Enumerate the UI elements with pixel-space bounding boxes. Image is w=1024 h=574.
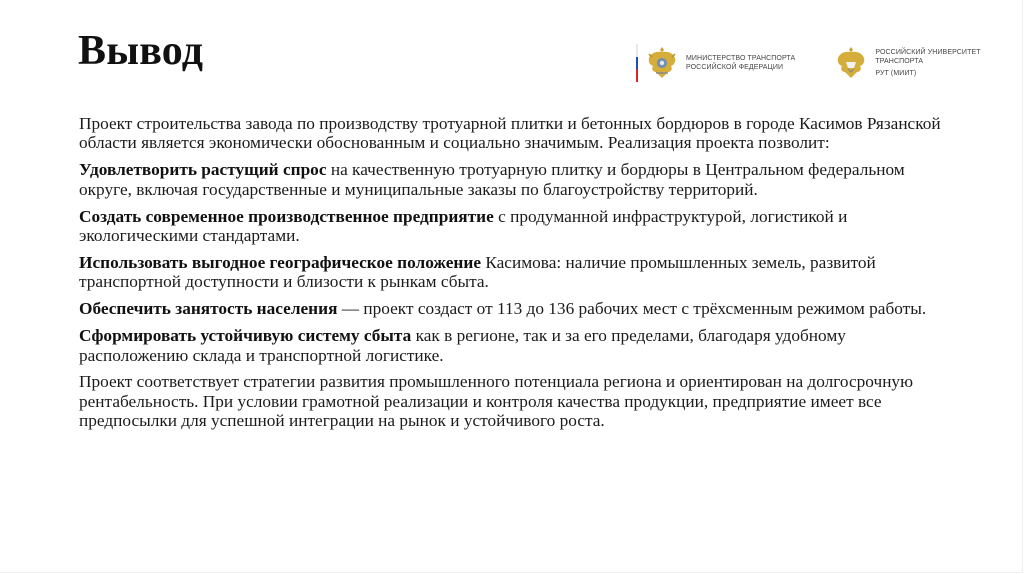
point-heading: Обеспечить занятость населения bbox=[79, 299, 338, 319]
point-text: — проект создаст от 113 до 136 рабочих мест с трёхсменным режимом работы. bbox=[337, 299, 927, 319]
rut-logo-line3: РУТ (МИИТ) bbox=[875, 70, 917, 77]
double-headed-eagle-emblem-icon bbox=[646, 45, 678, 81]
point-paragraph bbox=[79, 253, 959, 292]
point-paragraph bbox=[79, 299, 959, 318]
slide-body bbox=[79, 114, 959, 438]
intro-paragraph: Проект строительства завода по производству тротуарной плитки и бетонных бордюров в городе Касимов Рязанской области является экономически обоснованным и социально значимым. Реализация проекта позволит: bbox=[79, 114, 941, 153]
point-paragraph bbox=[79, 326, 959, 365]
point-heading: Удовлетворить растущий спрос bbox=[79, 160, 327, 180]
header-logos bbox=[636, 40, 981, 86]
rut-logo-line1: РОССИЙСКИЙ УНИВЕРСИТЕТ bbox=[875, 49, 981, 56]
russian-flag-icon bbox=[636, 44, 638, 82]
rut-miit-logo-text bbox=[875, 48, 980, 78]
point-text: на качественную тротуарную плитку и бордюры в Центральном федеральном округе, включая государственные и муниципальные заказы по благоустройству территорий. bbox=[79, 160, 905, 199]
university-eagle-emblem-icon bbox=[835, 45, 867, 81]
point-text: как в регионе, так и за его пределами, благодаря удобному расположению склада и транспортной логистике. bbox=[79, 326, 846, 365]
point-paragraph bbox=[79, 160, 959, 199]
point-text: с продуманной инфраструктурой, логистикой и экологическими стандартами. bbox=[79, 206, 848, 246]
conclusion-paragraph: Проект соответствует стратегии развития промышленного потенциала региона и ориентирован на долгосрочную рентабельность. При условии грамотной реализации и контроля качества продукции, предприятие имеет все предпосылки для успешной интеграции на рынок и устойчивого роста. bbox=[79, 372, 913, 431]
ministry-logo-line1: МИНИСТЕРСТВО ТРАНСПОРТА bbox=[686, 55, 796, 62]
point-heading: Сформировать устойчивую систему сбыта bbox=[79, 326, 412, 346]
rut-miit-logo bbox=[835, 45, 980, 81]
point-heading: Создать современное производственное предприятие bbox=[79, 206, 494, 226]
slide-title: Вывод bbox=[78, 28, 204, 74]
rut-logo-line2: ТРАНСПОРТА bbox=[875, 58, 924, 65]
point-text: Касимова: наличие промышленных земель, развитой транспортной доступности и близости к рынкам сбыта. bbox=[79, 252, 876, 292]
ministry-logo-text bbox=[686, 54, 795, 72]
point-heading: Использовать выгодное географическое положение bbox=[79, 252, 481, 272]
point-paragraph bbox=[79, 207, 959, 246]
ministry-logo-line2: РОССИЙСКОЙ ФЕДЕРАЦИИ bbox=[686, 64, 784, 71]
ministry-logo bbox=[636, 44, 795, 82]
